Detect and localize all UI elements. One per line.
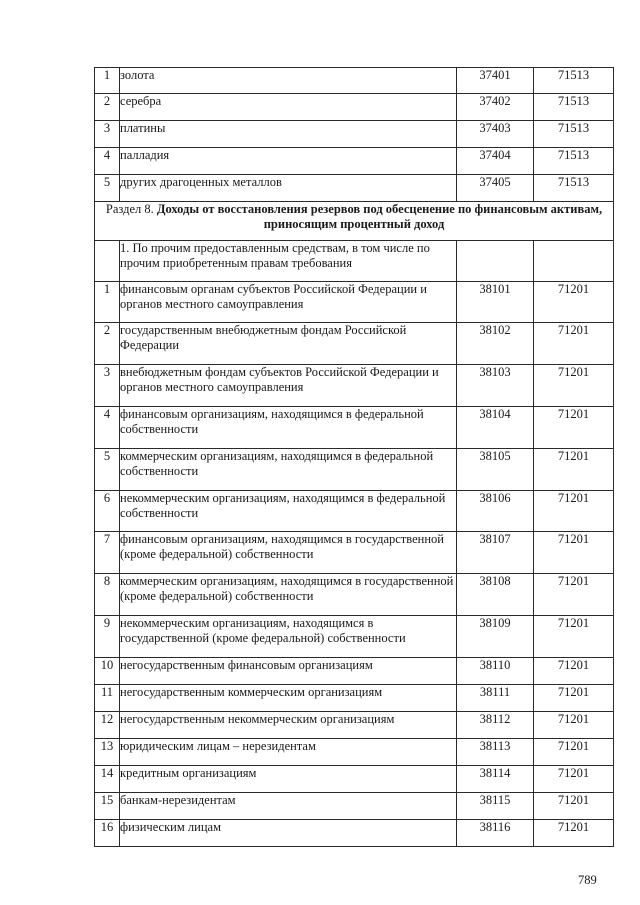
account-code: 38114 xyxy=(457,766,534,793)
account-code: 38108 xyxy=(457,574,534,616)
row-name: палладия xyxy=(120,148,457,175)
table-row xyxy=(95,121,614,148)
row-name: финансовым организациям, находящимся в государственной (кроме федеральной) собственности xyxy=(120,532,457,574)
table-row xyxy=(95,766,614,793)
table-row xyxy=(95,365,614,407)
symbol-code: 71513 xyxy=(534,121,614,148)
symbol-code: 71201 xyxy=(534,766,614,793)
symbol-code: 71201 xyxy=(534,820,614,847)
page-number: 789 xyxy=(578,873,597,887)
symbol-code: 71201 xyxy=(534,574,614,616)
account-code: 38102 xyxy=(457,323,534,365)
account-code: 38103 xyxy=(457,365,534,407)
section-heading-row xyxy=(95,202,614,241)
row-name: физическим лицам xyxy=(120,820,457,847)
subheading-row xyxy=(95,241,614,282)
account-code: 38104 xyxy=(457,407,534,449)
row-number: 4 xyxy=(95,148,120,175)
table-row xyxy=(95,148,614,175)
table-row xyxy=(95,739,614,766)
row-name: некоммерческим организациям, находящимся в федеральной собственности xyxy=(120,491,457,532)
symbol-code: 71201 xyxy=(534,491,614,532)
account-code: 38107 xyxy=(457,532,534,574)
account-code: 38109 xyxy=(457,616,534,658)
row-name: кредитным организациям xyxy=(120,766,457,793)
symbol-code: 71201 xyxy=(534,616,614,658)
row-number: 6 xyxy=(95,491,120,532)
account-code: 37404 xyxy=(457,148,534,175)
row-name: государственным внебюджетным фондам Российской Федерации xyxy=(120,323,457,365)
account-code: 38115 xyxy=(457,793,534,820)
symbol-code: 71201 xyxy=(534,449,614,491)
account-code: 38101 xyxy=(457,282,534,323)
account-code: 38116 xyxy=(457,820,534,847)
account-code: 38110 xyxy=(457,658,534,685)
account-code: 38112 xyxy=(457,712,534,739)
row-number: 2 xyxy=(95,323,120,365)
row-name: юридическим лицам – нерезидентам xyxy=(120,739,457,766)
row-number: 15 xyxy=(95,793,120,820)
table-row xyxy=(95,532,614,574)
table-row xyxy=(95,449,614,491)
symbol-code: 71201 xyxy=(534,793,614,820)
symbol-code: 71201 xyxy=(534,282,614,323)
table-row xyxy=(95,94,614,121)
table-row xyxy=(95,323,614,365)
row-number: 5 xyxy=(95,449,120,491)
row-name: серебра xyxy=(120,94,457,121)
table-row xyxy=(95,574,614,616)
row-number: 3 xyxy=(95,365,120,407)
table-row xyxy=(95,793,614,820)
account-code: 38111 xyxy=(457,685,534,712)
account-code: 38106 xyxy=(457,491,534,532)
symbol-code: 71201 xyxy=(534,658,614,685)
row-name: негосударственным некоммерческим организациям xyxy=(120,712,457,739)
symbol-code: 71201 xyxy=(534,532,614,574)
symbol-code: 71201 xyxy=(534,323,614,365)
section-heading xyxy=(95,202,614,241)
table-row xyxy=(95,282,614,323)
row-number: 16 xyxy=(95,820,120,847)
row-name: негосударственным коммерческим организациям xyxy=(120,685,457,712)
row-name: коммерческим организациям, находящимся в государственной (кроме федеральной) собственности xyxy=(120,574,457,616)
row-number: 2 xyxy=(95,94,120,121)
section-title: Доходы от восстановления резервов под обесценение по финансовым активам, приносящим процентный доход xyxy=(156,202,603,231)
row-number: 3 xyxy=(95,121,120,148)
symbol-code: 71513 xyxy=(534,175,614,202)
row-name: негосударственным финансовым организациям xyxy=(120,658,457,685)
table-row xyxy=(95,820,614,847)
table-row xyxy=(95,175,614,202)
table-row xyxy=(95,685,614,712)
account-code: 38105 xyxy=(457,449,534,491)
row-number: 11 xyxy=(95,685,120,712)
row-number: 1 xyxy=(95,68,120,94)
row-name: коммерческим организациям, находящимся в федеральной собственности xyxy=(120,449,457,491)
subheading: 1. По прочим предоставленным средствам, в том числе по прочим приобретенным правам требования xyxy=(120,241,457,282)
account-code: 37403 xyxy=(457,121,534,148)
row-name: других драгоценных металлов xyxy=(120,175,457,202)
symbol-code: 71201 xyxy=(534,739,614,766)
row-number: 14 xyxy=(95,766,120,793)
row-name: внебюджетным фондам субъектов Российской Федерации и органов местного самоуправления xyxy=(120,365,457,407)
symbol-code: 71513 xyxy=(534,148,614,175)
account-code: 37402 xyxy=(457,94,534,121)
row-name: золота xyxy=(120,68,457,94)
row-number: 4 xyxy=(95,407,120,449)
symbol-code: 71201 xyxy=(534,365,614,407)
section-prefix: Раздел 8. xyxy=(105,202,154,216)
table-row xyxy=(95,68,614,94)
accounts-table xyxy=(94,67,614,847)
row-number: 12 xyxy=(95,712,120,739)
symbol-code: 71513 xyxy=(534,68,614,94)
row-name: финансовым организациям, находящимся в федеральной собственности xyxy=(120,407,457,449)
row-number: 7 xyxy=(95,532,120,574)
row-number: 9 xyxy=(95,616,120,658)
symbol-code: 71513 xyxy=(534,94,614,121)
account-code: 37405 xyxy=(457,175,534,202)
account-code: 37401 xyxy=(457,68,534,94)
row-number: 1 xyxy=(95,282,120,323)
symbol-code: 71201 xyxy=(534,685,614,712)
row-name: финансовым органам субъектов Российской Федерации и органов местного самоуправления xyxy=(120,282,457,323)
account-code: 38113 xyxy=(457,739,534,766)
table-row xyxy=(95,712,614,739)
symbol-code: 71201 xyxy=(534,407,614,449)
table-row xyxy=(95,616,614,658)
row-number: 5 xyxy=(95,175,120,202)
symbol-code: 71201 xyxy=(534,712,614,739)
row-name: платины xyxy=(120,121,457,148)
table-row xyxy=(95,658,614,685)
row-number: 8 xyxy=(95,574,120,616)
table-row xyxy=(95,407,614,449)
row-number: 10 xyxy=(95,658,120,685)
table-row xyxy=(95,491,614,532)
row-name: банкам-нерезидентам xyxy=(120,793,457,820)
row-number: 13 xyxy=(95,739,120,766)
row-name: некоммерческим организациям, находящимся в государственной (кроме федеральной) собственности xyxy=(120,616,457,658)
